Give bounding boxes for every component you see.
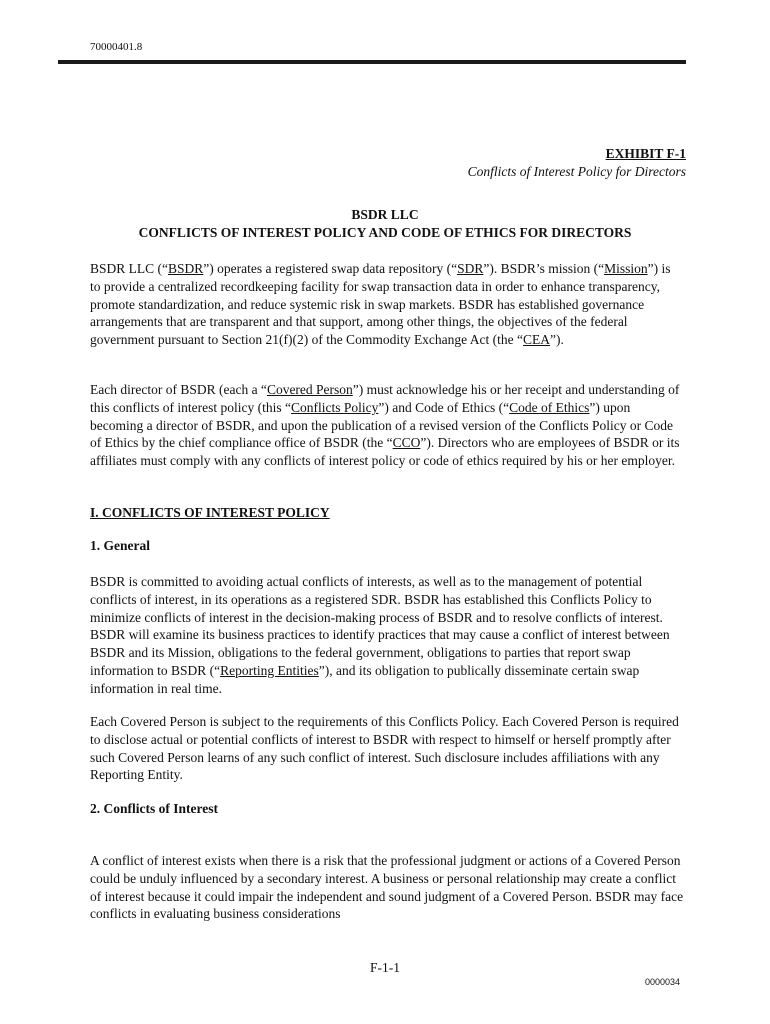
covered-person-paragraph: Each Covered Person is subject to the requirements of this Conflicts Policy. Each Covered Person is required to disclose actual or potential conflicts of interest to BSDR with respect to himself or herself promptly after such Covered Person learns of any such conflict of interest. Such disclosure includes affiliations with any Reporting Entity. [90, 714, 679, 783]
page-number: F-1-1 [370, 960, 400, 975]
acknowledgement-paragraph: Each director of BSDR (each a “Covered Person”) must acknowledge his or her receipt and understanding of this conflicts of interest policy (this “Conflicts Policy”) and Code of Ethics (“Code of Ethics”) upon becoming a director of BSDR, and upon the publication of a revised version of the Conflicts Policy or Code of Ethics by the chief compliance office of BSDR (the “CCO”). Directors who are employees of BSDR or its affiliates must comply with any conflicts of interest policy or code of ethics required by his or her employer. [90, 382, 680, 469]
header-rule [58, 60, 686, 64]
defined-term-reporting-entities: Reporting Entities [220, 662, 319, 678]
bates-number: 0000034 [644, 977, 680, 987]
subsection-heading-conflicts: 2. Conflicts of Interest [90, 801, 218, 816]
section-heading-conflicts-policy: I. CONFLICTS OF INTEREST POLICY [90, 505, 330, 520]
document-title [90, 206, 680, 242]
defined-term-sdr: SDR [457, 261, 484, 276]
exhibit-subtitle: Conflicts of Interest Policy for Directors [467, 164, 686, 179]
defined-term-covered-person: Covered Person [266, 382, 353, 397]
defined-term-conflicts-policy: Conflicts Policy [290, 399, 379, 415]
exhibit-title: EXHIBIT F-1 [605, 146, 686, 161]
conflict-definition-paragraph: A conflict of interest exists when there is a risk that the professional judgment or actions of a Covered Person could be unduly influenced by a secondary interest. A business or personal relationship may create a conflict of interest because it could impair the independent and sound judgment of a Covered Person. BSDR may face conflicts in evaluating business considerations [90, 853, 684, 922]
defined-term-bsdr: BSDR [168, 261, 204, 276]
title-company: BSDR LLC [351, 207, 419, 222]
defined-term-cco: CCO [392, 435, 421, 451]
defined-term-code-of-ethics: Code of Ethics [509, 399, 590, 415]
general-paragraph: BSDR is committed to avoiding actual conflicts of interests, as well as to the management of potential conflicts of interest, in its operations as a registered SDR. BSDR has established this Conflicts Policy to minimize conflicts of interest in the decision-making process of BSDR and to resolve conflicts of interest. BSDR will examine its business practices to identify practices that may cause a conflict of interest between BSDR and its Mission, obligations to the federal government, obligations to parties that report swap information to BSDR (“Reporting Entities”), and its obligation to publically disseminate certain swap information in real time. [90, 574, 670, 696]
defined-term-mission: Mission [604, 261, 648, 276]
defined-term-cea: CEA [523, 332, 551, 348]
title-policy: CONFLICTS OF INTEREST POLICY AND CODE OF ETHICS FOR DIRECTORS [138, 225, 632, 240]
subsection-heading-general: 1. General [90, 538, 150, 553]
intro-paragraph: BSDR LLC (“BSDR”) operates a registered swap data repository (“SDR”). BSDR’s mission (“Mission”) is to provide a centralized recordkeeping facility for swap transaction data in order to enhance transparency, promote standardization, and reduce systemic risk in swap markets. BSDR has established governance arrangements that are transparent and that support, among other things, the objectives of the federal government pursuant to Section 21(f)(2) of the Commodity Exchange Act (the “CEA”). [90, 261, 671, 348]
exhibit-header [468, 145, 686, 181]
document-id: 70000401.8 [90, 41, 143, 53]
